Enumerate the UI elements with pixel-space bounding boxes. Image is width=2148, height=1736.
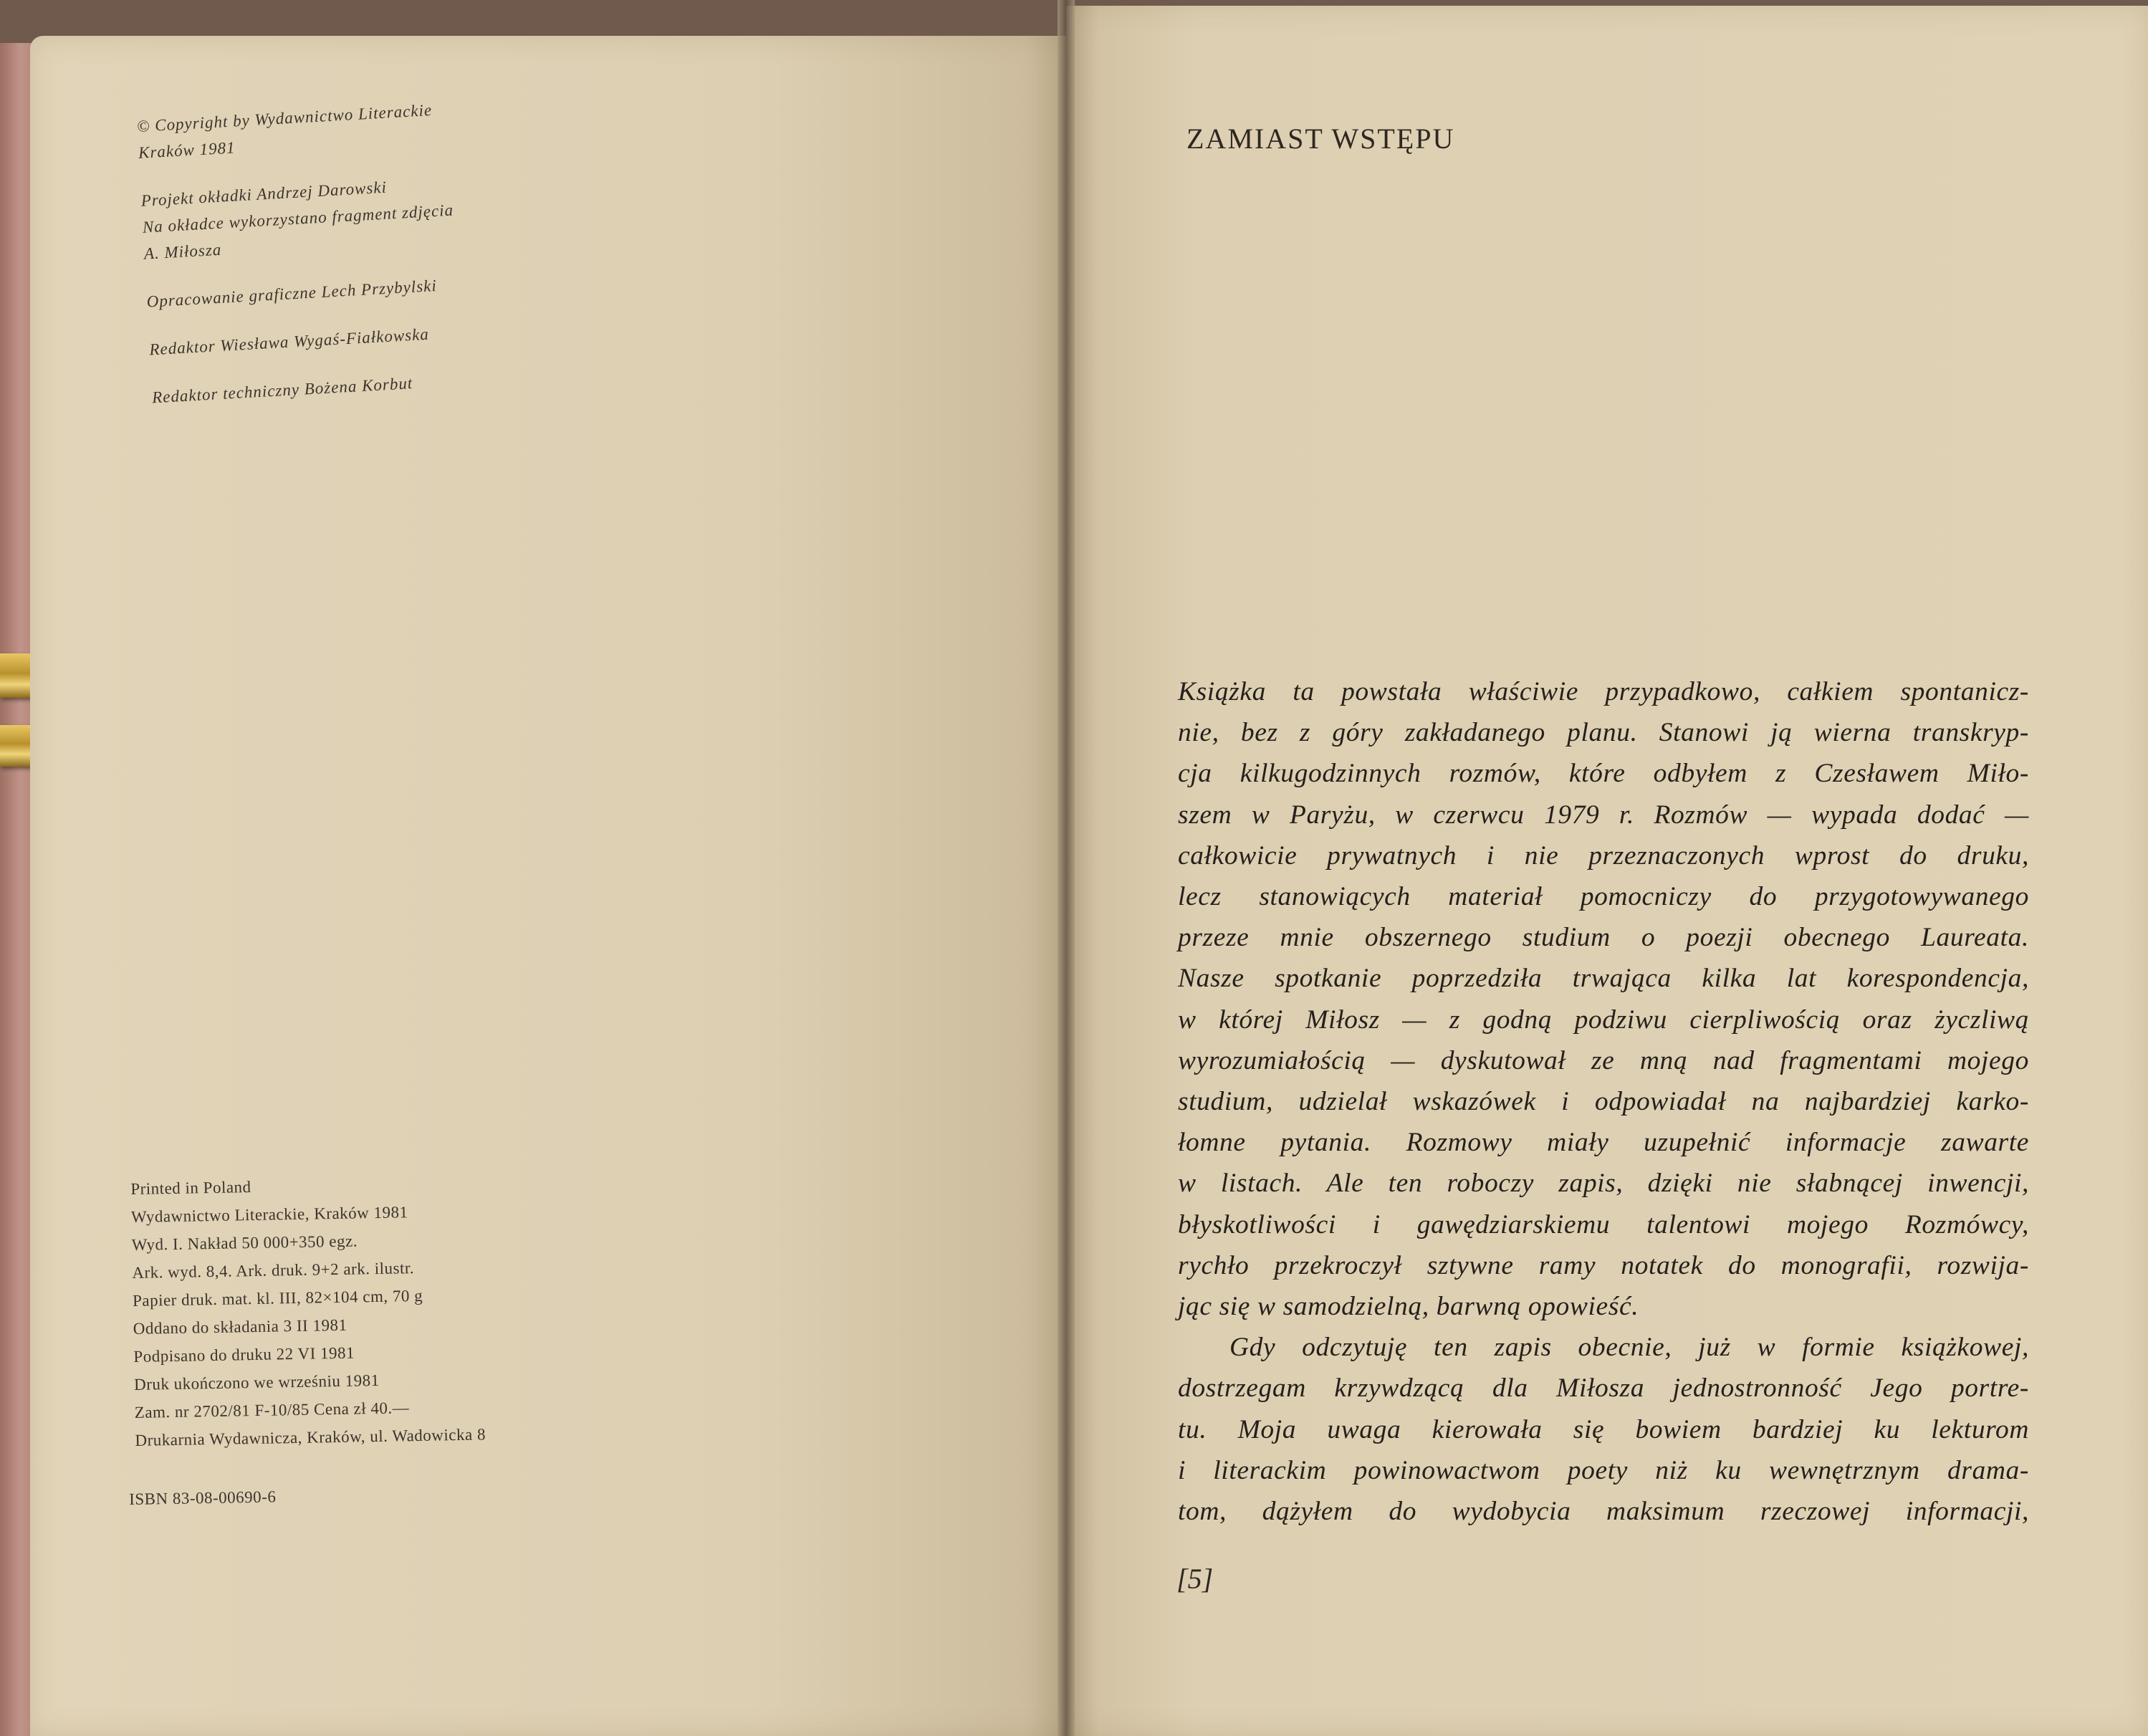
credit-line: Redaktor Wiesława Wygaś-Fiałkowska — [148, 325, 430, 359]
imprint-line: Printed in Poland — [130, 1178, 251, 1198]
text-line: studium, udzielał wskazówek i odpowiadał na najbardziej karko- — [1178, 1087, 2029, 1117]
text-line: przeze mnie obszernego studium o poezji obecnego Laureata. — [1178, 923, 2029, 953]
imprint-line: Wyd. I. Nakład 50 000+350 egz. — [131, 1232, 358, 1254]
text-line: Gdy odczytuję ten zapis obecnie, już w formie książkowej, — [1229, 1333, 2029, 1363]
text-line: nie, bez z góry zakładanego planu. Stanowi ją wierna transkryp- — [1178, 718, 2029, 748]
text-line: i literackim powinowactwom poety niż ku wewnętrznym drama- — [1178, 1455, 2029, 1485]
credit-line: Opracowanie graficzne Lech Przybylski — [146, 276, 438, 311]
credit-line: Kraków 1981 — [138, 138, 236, 162]
text-line: w listach. Ale ten roboczy zapis, dzięki nie słabnącej inwencji, — [1178, 1169, 2029, 1199]
imprint-block — [130, 1166, 680, 1454]
text-line: tom, dążyłem do wydobycia maksimum rzeczowej informacji, — [1178, 1497, 2029, 1527]
text-line: Książka ta powstała właściwie przypadkowo, całkiem spontanicz- — [1178, 677, 2029, 706]
text-line: w której Miłosz — z godną podziwu cierpliwością oraz życzliwą — [1178, 1004, 2029, 1035]
imprint-line: Drukarnia Wydawnicza, Kraków, ul. Wadowicka 8 — [135, 1425, 486, 1449]
imprint-line: Zam. nr 2702/81 F-10/85 Cena zł 40.— — [134, 1399, 410, 1421]
chapter-title: ZAMIAST WSTĘPU — [1186, 123, 1455, 155]
editor-credit — [148, 308, 651, 363]
text-line: szem w Paryżu, w czerwcu 1979 r. Rozmów — wypada dodać — — [1178, 800, 2029, 830]
text-line: błyskotliwości i gawędziarskiemu talentowi mojego Rozmówcy, — [1178, 1209, 2029, 1239]
book-gutter — [1058, 0, 1075, 1736]
imprint-line: Podpisano do druku 22 VI 1981 — [133, 1343, 355, 1366]
text-line: dostrzegam krzywdzącą dla Miłosza jednostronność Jego portre- — [1178, 1373, 2029, 1404]
credit-line: © Copyright by Wydawnictwo Literackie — [136, 100, 433, 135]
credit-line: A. Miłosza — [143, 240, 222, 263]
technical-editor-credit — [151, 356, 653, 411]
text-line: lecz stanowiących materiał pomocniczy do przygotowywanego — [1178, 882, 2029, 912]
cover-design-credit — [140, 160, 646, 267]
text-line: cja kilkugodzinnych rozmów, które odbyłem z Czesławem Miło- — [1178, 759, 2029, 789]
body-text — [1178, 671, 2029, 1532]
text-line: łomne pytania. Rozmowy miały uzupełnić informacje zawarte — [1178, 1128, 2029, 1158]
credit-line: Redaktor techniczny Bożena Korbut — [151, 374, 413, 407]
imprint-line: Papier druk. mat. kl. III, 82×104 cm, 70 g — [132, 1286, 423, 1310]
page-number: [5] — [1176, 1563, 1214, 1595]
imprint-line: Oddano do składania 3 II 1981 — [133, 1315, 347, 1338]
text-line: całkowicie prywatnych i nie przeznaczonych wprost do druku, — [1178, 840, 2029, 871]
text-line: jąc się w samodzielną, barwną opowieść. — [1178, 1292, 1639, 1322]
paragraph-1 — [1178, 671, 2029, 1327]
credit-line: Projekt okładki Andrzej Darowski — [140, 178, 388, 210]
paragraph-2 — [1178, 1327, 2029, 1532]
imprint-line: Wydawnictwo Literackie, Kraków 1981 — [130, 1203, 408, 1226]
imprint-line: Druk ukończono we wrześniu 1981 — [133, 1371, 380, 1394]
text-line: wyrozumiałością — dyskutował ze mną nad fragmentami mojego — [1178, 1045, 2029, 1075]
graphic-design-credit — [146, 261, 648, 315]
isbn: ISBN 83-08-00690-6 — [129, 1487, 277, 1508]
credits-block — [136, 85, 655, 432]
text-line: Nasze spotkanie poprzedziła trwająca kilka lat korespondencja, — [1178, 964, 2029, 994]
text-line: tu. Moja uwaga kierowała się bowiem bardziej ku lekturom — [1178, 1414, 2029, 1444]
credit-line: Na okładce wykorzystano fragment zdjęcia — [142, 201, 454, 236]
text-line: rychło przekroczył sztywne ramy notatek do monografii, rozwija- — [1178, 1250, 2029, 1280]
imprint-line: Ark. wyd. 8,4. Ark. druk. 9+2 ark. ilustr. — [132, 1259, 415, 1282]
